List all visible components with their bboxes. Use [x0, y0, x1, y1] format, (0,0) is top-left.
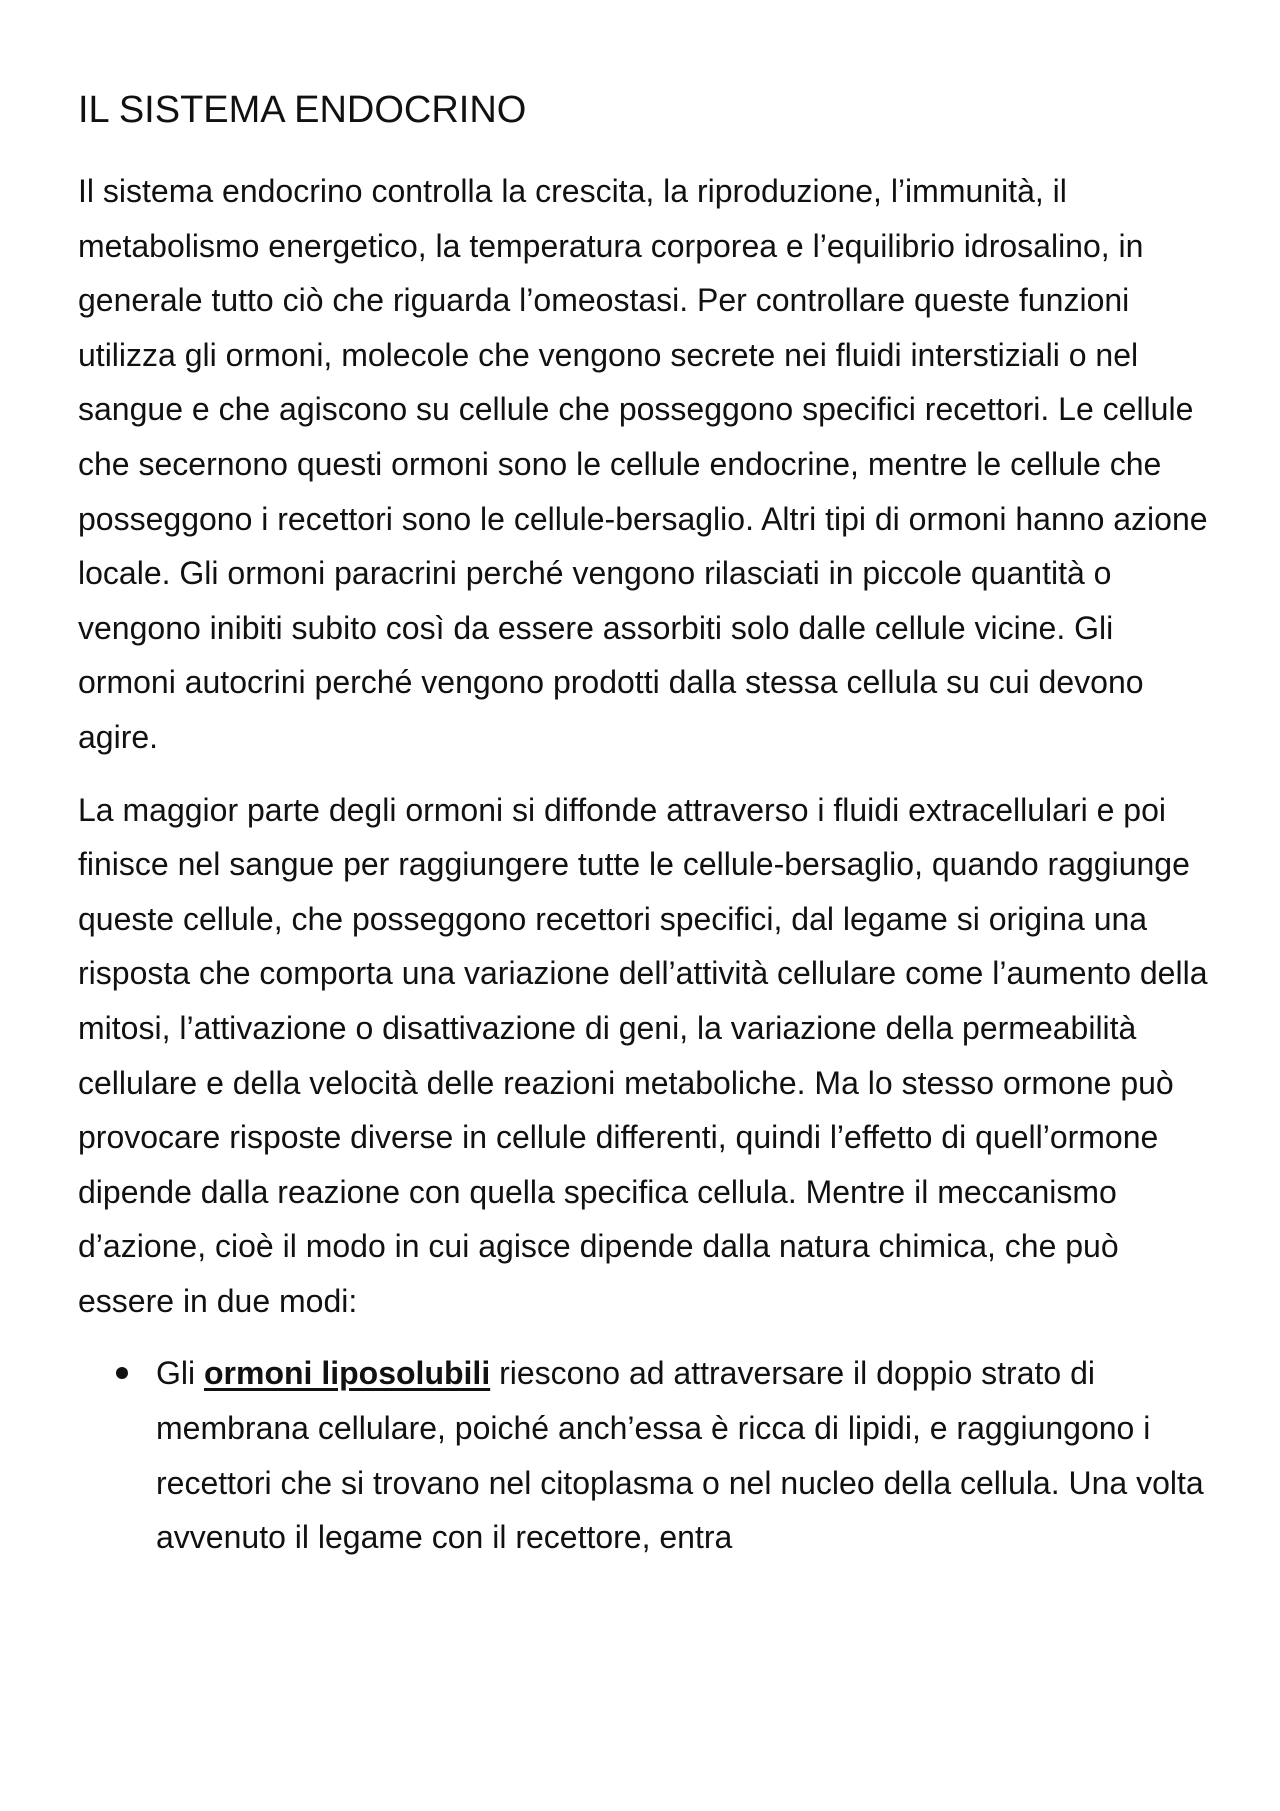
bullet-term: ormoni liposolubili [204, 1355, 491, 1392]
paragraph-mechanism: La maggior parte degli ormoni si diffonde attraverso i fluidi extracellulari e poi finisce nel sangue per raggiungere tutte le cellule-bersaglio, quando raggiunge queste cellule, che posseggono recettori specifici, dal legame si origina una risposta che comporta una variazione dell’attività cellulare come l’aumento della mitosi, l’attivazione o disattivazione di geni, la variazione della permeabilità cellulare e della velocità delle reazioni metaboliche. Ma lo stesso ormone può provocare risposte diverse in cellule differenti, quindi l’effetto di quell’ormone dipende dalla reazione con quella specifica cellula. Mentre il meccanismo d’azione, cioè il modo in cui agisce dipende dalla natura chimica, che può essere in due modi: [78, 791, 1208, 1319]
paragraph-intro: Il sistema endocrino controlla la crescita, la riproduzione, l’immunità, il metabolismo energetico, la temperatura corporea e l’equilibrio idrosalino, in generale tutto ciò che riguarda l’omeostasi. Per controllare queste funzioni utilizza gli ormoni, molecole che vengono secrete nei fluidi interstiziali o nel sangue e che agiscono su cellule che posseggono specifici recettori. Le cellule che secernono questi ormoni sono le cellule endocrine, mentre le cellule che posseggono i recettori sono le cellule-bersaglio. Altri tipi di ormoni hanno azione locale. Gli ormoni paracrini perché vengono rilasciati in piccole quantità o vengono inibiti subito così da essere assorbiti solo dalle cellule vicine. Gli ormoni autocrini perché vengono prodotti dalla stessa cellula su cui devono agire. [78, 173, 1208, 755]
bullet-text: riescono ad attraversare il doppio strato di membrana cellulare, poiché anch’essa è ricca di lipidi, e raggiungono i recettori che si trovano nel citoplasma o nel nucleo della cellula. Una volta avvenuto il legame con il recettore, entra [156, 1355, 1204, 1556]
page-title: IL SISTEMA ENDOCRINO [78, 89, 527, 131]
document-page [78, 86, 1208, 1565]
list-item [78, 1346, 1208, 1564]
bullet-list [78, 1346, 1208, 1564]
bullet-prefix: Gli [156, 1355, 204, 1392]
bullet-dot-icon [116, 1367, 128, 1379]
